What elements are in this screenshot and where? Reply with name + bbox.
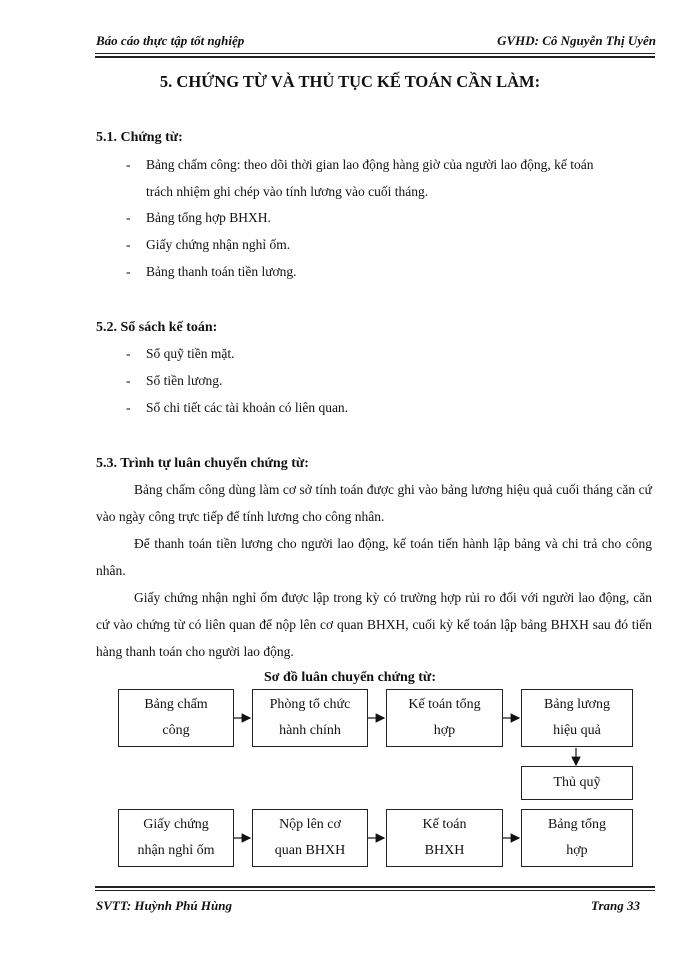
box-line: Kế toán tổng [408,697,481,712]
box-line: hợp [566,843,588,858]
bullet-dash: - [126,264,131,279]
page-title: 5. CHỨNG TỪ VÀ THỦ TỤC KẾ TOÁN CẦN LÀM: [159,72,541,91]
box-line: nhận nghỉ ốm [137,843,215,858]
box-line: Thủ quỹ [553,775,601,790]
list-item-text: Sổ chi tiết các tài khoản có liên quan. [146,400,349,415]
list-item-text: Sổ tiền lương. [146,373,223,388]
box-line: Nộp lên cơ [279,817,341,832]
list-item-text: Bảng tổng hợp BHXH. [146,210,271,225]
box-line: Phòng tổ chức [269,697,351,712]
box-bang-luong [521,689,633,747]
box-giay-chung-nhan [118,809,234,867]
list-item-text: Bảng thanh toán tiền lương. [146,264,297,279]
footer-left: SVTT: Huỳnh Phú Hùng [96,898,232,913]
list-item-text: Giấy chứng nhận nghỉ ốm. [146,237,291,252]
diagram-title: Sơ đồ luân chuyển chứng từ: [264,670,436,685]
paragraph-text: Giấy chứng nhận nghỉ ốm được lập trong kỳ có trường hợp rủi ro đối với người lao động, căn cứ vào chứng từ có liên quan để nộp lên cơ quan BHXH, cuối kỳ kế toán lập bảng BHXH sau đó tiến hàng thanh toán cho người lao động. [96,590,652,659]
box-bang-cham-cong [118,689,234,747]
footer-rule-2 [95,890,655,891]
box-phong-to-chuc [252,689,368,747]
box-line: hiệu quả [553,723,601,738]
page-number: Trang 33 [591,898,640,913]
box-line: hành chính [279,723,341,738]
box-line: công [162,723,190,738]
box-line: Bảng tổng [548,817,606,832]
bullet-dash: - [126,400,131,415]
box-nop-len-co-quan [252,809,368,867]
bullet-dash: - [126,373,131,388]
list-item-text: trách nhiệm ghi chép vào tính lương vào cuối tháng. [146,184,429,199]
box-line: Giấy chứng [143,817,209,832]
section-2-heading: 5.2. Sổ sách kế toán: [96,320,218,335]
box-thu-quy [521,766,633,800]
list-item-text: Sổ quỹ tiền mặt. [146,346,235,361]
section-3-heading: 5.3. Trình tự luân chuyển chứng từ: [96,456,309,471]
list-item-text: Bảng chấm công: theo dõi thời gian lao động hàng giờ của người lao động, kế toán [146,157,594,172]
bullet-dash: - [126,157,131,172]
box-line: Bảng chấm [144,697,208,712]
box-ke-toan-bhxh [386,809,503,867]
box-bang-tong-hop [521,809,633,867]
footer-rule-1 [95,886,655,888]
section-1-heading: 5.1. Chứng từ: [96,130,183,145]
paragraph-text: Bảng chấm công dùng làm cơ sở tính toán được ghi vào bảng lương hiệu quả cuối tháng căn cứ vào ngày công trực tiếp để tính lương cho công nhân. [96,482,652,524]
box-line: hợp [433,723,456,738]
box-line: Kế toán [422,817,467,832]
bullet-dash: - [126,237,131,252]
bullet-dash: - [126,210,131,225]
paragraph-text: Để thanh toán tiền lương cho người lao động, kế toán tiến hành lập bảng và chi trả cho công nhân. [96,536,652,578]
box-line: quan BHXH [274,843,346,858]
box-line: Bảng lương [544,697,610,712]
header-left: Báo cáo thực tập tốt nghiệp [96,33,245,48]
box-line: BHXH [424,843,465,858]
box-ke-toan-tong-hop [386,689,503,747]
bullet-dash: - [126,346,131,361]
header-right: GVHD: Cô Nguyễn Thị Uyên [497,33,656,48]
